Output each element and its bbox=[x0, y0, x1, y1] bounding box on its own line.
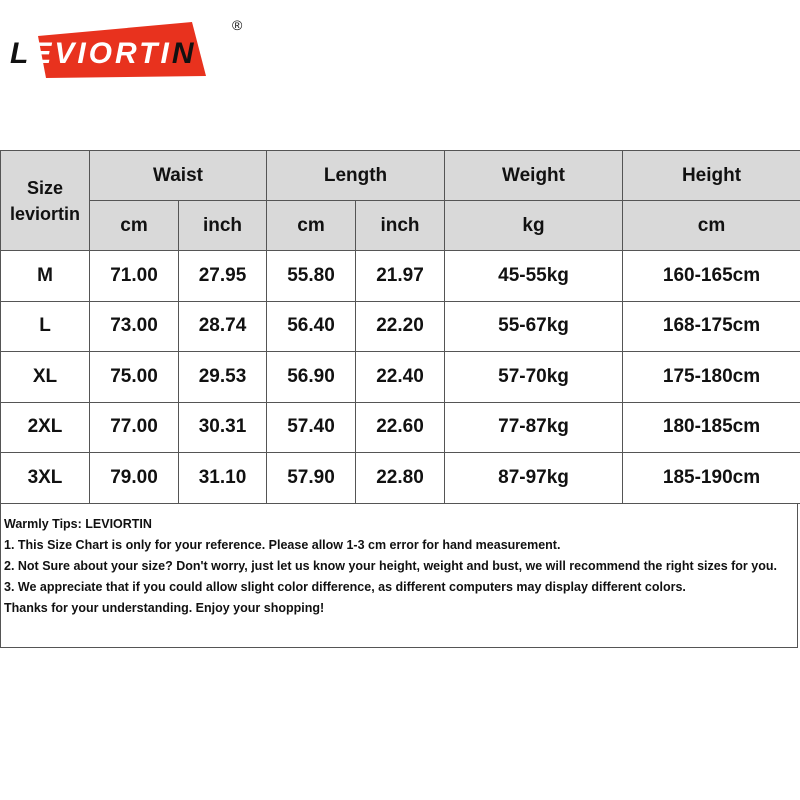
waist-inch-cell: 31.10 bbox=[179, 453, 267, 504]
length-cm-cell: 57.90 bbox=[267, 453, 356, 504]
weight-cell: 45-55kg bbox=[445, 251, 623, 302]
logo-letter-first: L bbox=[10, 37, 32, 70]
height-cell: 175-180cm bbox=[623, 352, 800, 403]
length-inch-unit: inch bbox=[356, 201, 445, 251]
size-chart-table bbox=[0, 150, 800, 504]
size-cell: 2XL bbox=[1, 402, 90, 453]
tips-line-4: Thanks for your understanding. Enjoy your shopping! bbox=[4, 601, 325, 615]
weight-cell: 55-67kg bbox=[445, 301, 623, 352]
unit-header-row bbox=[1, 201, 800, 251]
table-row bbox=[1, 301, 800, 352]
height-header: Height bbox=[623, 151, 800, 201]
brand-logo-graphic bbox=[6, 14, 246, 86]
logo-letters-middle: EVIORTI bbox=[31, 37, 172, 70]
height-cm-unit: cm bbox=[623, 201, 800, 251]
weight-header: Weight bbox=[445, 151, 623, 201]
table-row bbox=[1, 251, 800, 302]
size-cell: 3XL bbox=[1, 453, 90, 504]
size-cell: XL bbox=[1, 352, 90, 403]
waist-cm-cell: 71.00 bbox=[90, 251, 179, 302]
weight-cell: 77-87kg bbox=[445, 402, 623, 453]
waist-inch-cell: 29.53 bbox=[179, 352, 267, 403]
length-header: Length bbox=[267, 151, 445, 201]
height-cell: 185-190cm bbox=[623, 453, 800, 504]
length-inch-cell: 22.20 bbox=[356, 301, 445, 352]
waist-inch-cell: 27.95 bbox=[179, 251, 267, 302]
warmly-tips-box bbox=[0, 504, 798, 648]
group-header-row bbox=[1, 151, 800, 201]
tips-line-3: 3. We appreciate that if you could allow slight color difference, as different computers may display different colors. bbox=[4, 580, 686, 594]
size-cell: M bbox=[1, 251, 90, 302]
waist-cm-cell: 75.00 bbox=[90, 352, 179, 403]
length-inch-cell: 22.80 bbox=[356, 453, 445, 504]
waist-inch-cell: 30.31 bbox=[179, 402, 267, 453]
table-row bbox=[1, 453, 800, 504]
logo-letter-last: N bbox=[171, 37, 197, 70]
weight-cell: 57-70kg bbox=[445, 352, 623, 403]
length-cm-cell: 56.40 bbox=[267, 301, 356, 352]
length-cm-unit: cm bbox=[267, 201, 356, 251]
height-cell: 168-175cm bbox=[623, 301, 800, 352]
table-row bbox=[1, 402, 800, 453]
length-inch-cell: 21.97 bbox=[356, 251, 445, 302]
tips-line-2: 2. Not Sure about your size? Don't worry, just let us know your height, weight and bust, we will recommend the right sizes for you. bbox=[4, 559, 777, 573]
tips-line-1: 1. This Size Chart is only for your reference. Please allow 1-3 cm error for hand measurement. bbox=[4, 538, 561, 552]
table-row bbox=[1, 352, 800, 403]
brand-logo bbox=[6, 14, 246, 86]
length-cm-cell: 56.90 bbox=[267, 352, 356, 403]
waist-cm-cell: 79.00 bbox=[90, 453, 179, 504]
length-inch-cell: 22.40 bbox=[356, 352, 445, 403]
weight-kg-unit: kg bbox=[445, 201, 623, 251]
waist-cm-cell: 73.00 bbox=[90, 301, 179, 352]
registered-mark: ® bbox=[232, 17, 243, 33]
tips-title: Warmly Tips: LEVIORTIN bbox=[4, 517, 152, 531]
waist-cm-unit: cm bbox=[90, 201, 179, 251]
logo-wordmark bbox=[10, 37, 196, 70]
waist-inch-cell: 28.74 bbox=[179, 301, 267, 352]
length-inch-cell: 22.60 bbox=[356, 402, 445, 453]
length-cm-cell: 57.40 bbox=[267, 402, 356, 453]
waist-inch-unit: inch bbox=[179, 201, 267, 251]
waist-cm-cell: 77.00 bbox=[90, 402, 179, 453]
height-cell: 180-185cm bbox=[623, 402, 800, 453]
weight-cell: 87-97kg bbox=[445, 453, 623, 504]
length-cm-cell: 55.80 bbox=[267, 251, 356, 302]
size-cell: L bbox=[1, 301, 90, 352]
height-cell: 160-165cm bbox=[623, 251, 800, 302]
size-header: Size leviortin bbox=[1, 151, 90, 251]
waist-header: Waist bbox=[90, 151, 267, 201]
